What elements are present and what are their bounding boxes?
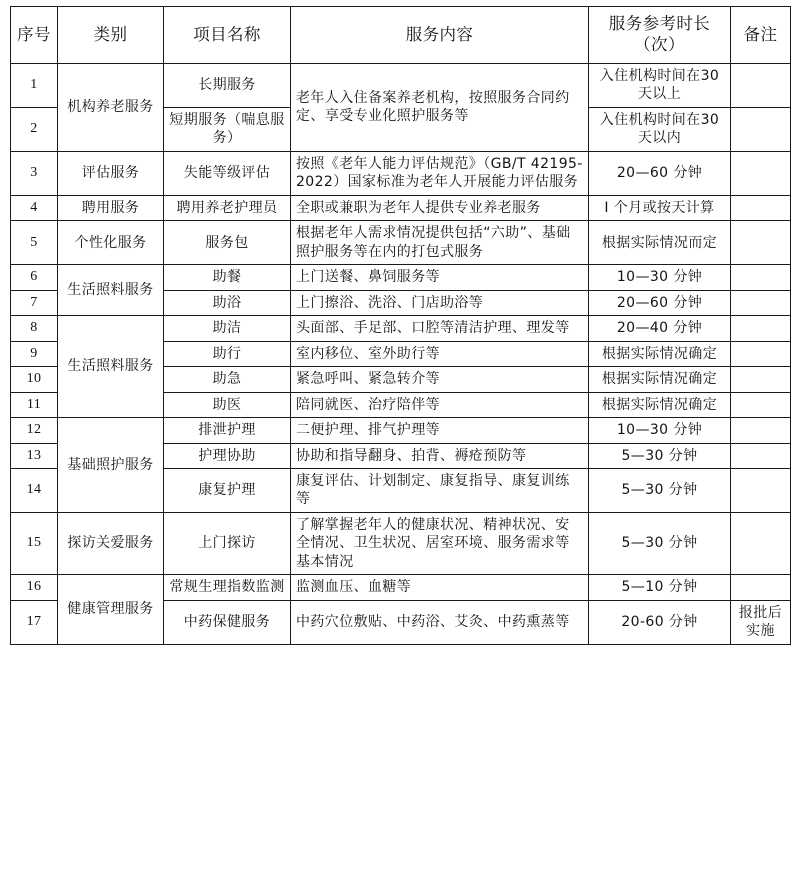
cell-remarks [731, 151, 791, 195]
cell-remarks [731, 512, 791, 574]
column-header-content: 服务内容 [291, 7, 589, 64]
cell-remarks [731, 392, 791, 417]
table-body [11, 64, 791, 645]
cell-item-name: 失能等级评估 [164, 151, 291, 195]
cell-sequence-number: 15 [11, 512, 58, 574]
cell-remarks [731, 575, 791, 600]
cell-service-content: 陪同就医、治疗陪伴等 [291, 392, 589, 417]
cell-duration: 5—30 分钟 [589, 512, 731, 574]
cell-item-name: 服务包 [164, 221, 291, 265]
cell-service-content: 全职或兼职为老年人提供专业养老服务 [291, 195, 589, 220]
cell-item-name: 护理协助 [164, 443, 291, 468]
cell-item-name: 助行 [164, 341, 291, 366]
cell-remarks [731, 316, 791, 341]
cell-duration: 根据实际情况确定 [589, 392, 731, 417]
cell-sequence-number: 11 [11, 392, 58, 417]
cell-sequence-number: 4 [11, 195, 58, 220]
cell-remarks [731, 367, 791, 392]
cell-sequence-number: 13 [11, 443, 58, 468]
cell-item-name: 康复护理 [164, 468, 291, 512]
cell-sequence-number: 14 [11, 468, 58, 512]
cell-service-content: 紧急呼叫、紧急转介等 [291, 367, 589, 392]
cell-duration: 入住机构时间在30天以内 [589, 107, 731, 151]
cell-item-name: 中药保健服务 [164, 600, 291, 644]
cell-category: 生活照料服务 [58, 316, 164, 418]
table-row [11, 64, 791, 108]
column-header-remarks: 备注 [731, 7, 791, 64]
cell-duration: 20—40 分钟 [589, 316, 731, 341]
cell-service-content: 中药穴位敷贴、中药浴、艾灸、中药熏蒸等 [291, 600, 589, 644]
cell-category: 个性化服务 [58, 221, 164, 265]
cell-item-name: 助医 [164, 392, 291, 417]
cell-remarks [731, 107, 791, 151]
column-header-seq: 序号 [11, 7, 58, 64]
table-row [11, 575, 791, 600]
cell-service-content: 上门擦浴、洗浴、门店助浴等 [291, 290, 589, 315]
cell-item-name: 短期服务（喘息服务） [164, 107, 291, 151]
cell-remarks [731, 290, 791, 315]
cell-remarks [731, 64, 791, 108]
cell-service-content: 康复评估、计划制定、康复指导、康复训练等 [291, 468, 589, 512]
cell-category: 生活照料服务 [58, 265, 164, 316]
service-table [10, 6, 791, 645]
cell-sequence-number: 9 [11, 341, 58, 366]
cell-service-content: 室内移位、室外助行等 [291, 341, 589, 366]
table-row [11, 221, 791, 265]
cell-duration: 20—60 分钟 [589, 151, 731, 195]
cell-item-name: 聘用养老护理员 [164, 195, 291, 220]
cell-remarks [731, 221, 791, 265]
cell-category: 聘用服务 [58, 195, 164, 220]
cell-service-content: 上门送餐、鼻饲服务等 [291, 265, 589, 290]
cell-category: 评估服务 [58, 151, 164, 195]
cell-duration: 20—60 分钟 [589, 290, 731, 315]
table-header [11, 7, 791, 64]
table-row [11, 512, 791, 574]
cell-category: 机构养老服务 [58, 64, 164, 152]
cell-sequence-number: 7 [11, 290, 58, 315]
cell-category: 探访关爱服务 [58, 512, 164, 574]
cell-item-name: 长期服务 [164, 64, 291, 108]
cell-duration: 根据实际情况确定 [589, 341, 731, 366]
column-header-duration-line1: 服务参考时长 [608, 14, 711, 34]
cell-service-content: 协助和指导翻身、拍背、褥疮预防等 [291, 443, 589, 468]
cell-item-name: 上门探访 [164, 512, 291, 574]
column-header-item: 项目名称 [164, 7, 291, 64]
cell-sequence-number: 10 [11, 367, 58, 392]
cell-duration: I 个月或按天计算 [589, 195, 731, 220]
cell-sequence-number: 6 [11, 265, 58, 290]
cell-remarks [731, 341, 791, 366]
cell-service-content: 监测血压、血糖等 [291, 575, 589, 600]
table-row [11, 151, 791, 195]
cell-sequence-number: 12 [11, 418, 58, 443]
cell-service-content: 二便护理、排气护理等 [291, 418, 589, 443]
cell-sequence-number: 1 [11, 64, 58, 108]
cell-duration: 20-60 分钟 [589, 600, 731, 644]
column-header-duration-line2: （次） [634, 35, 685, 54]
cell-duration: 10—30 分钟 [589, 418, 731, 443]
column-header-duration [589, 7, 731, 64]
cell-item-name: 常规生理指数监测 [164, 575, 291, 600]
cell-item-name: 排泄护理 [164, 418, 291, 443]
cell-duration: 入住机构时间在30天以上 [589, 64, 731, 108]
cell-duration: 10—30 分钟 [589, 265, 731, 290]
cell-service-content: 头面部、手足部、口腔等清洁护理、理发等 [291, 316, 589, 341]
cell-service-content: 了解掌握老年人的健康状况、精神状况、安全情况、卫生状况、居室环境、服务需求等基本情况 [291, 512, 589, 574]
cell-duration: 根据实际情况而定 [589, 221, 731, 265]
table-row [11, 195, 791, 220]
cell-sequence-number: 16 [11, 575, 58, 600]
cell-service-content: 按照《老年人能力评估规范》（GB/T 42195-2022）国家标准为老年人开展能力评估服务 [291, 151, 589, 195]
cell-service-content: 根据老年人需求情况提供包括“六助”、基础照护服务等在内的打包式服务 [291, 221, 589, 265]
header-row [11, 7, 791, 64]
cell-category: 基础照护服务 [58, 418, 164, 513]
cell-item-name: 助浴 [164, 290, 291, 315]
cell-duration: 5—30 分钟 [589, 443, 731, 468]
cell-remarks [731, 195, 791, 220]
cell-sequence-number: 2 [11, 107, 58, 151]
cell-duration: 根据实际情况确定 [589, 367, 731, 392]
cell-duration: 5—30 分钟 [589, 468, 731, 512]
table-row [11, 418, 791, 443]
cell-remarks [731, 443, 791, 468]
cell-sequence-number: 3 [11, 151, 58, 195]
cell-item-name: 助洁 [164, 316, 291, 341]
cell-item-name: 助餐 [164, 265, 291, 290]
cell-service-content: 老年人入住备案养老机构，按照服务合同约定、享受专业化照护服务等 [291, 64, 589, 152]
cell-remarks [731, 418, 791, 443]
cell-category: 健康管理服务 [58, 575, 164, 644]
column-header-category: 类别 [58, 7, 164, 64]
cell-sequence-number: 8 [11, 316, 58, 341]
cell-duration: 5—10 分钟 [589, 575, 731, 600]
cell-remarks: 报批后实施 [731, 600, 791, 644]
cell-item-name: 助急 [164, 367, 291, 392]
table-row [11, 316, 791, 341]
cell-remarks [731, 468, 791, 512]
table-row [11, 265, 791, 290]
cell-sequence-number: 5 [11, 221, 58, 265]
cell-sequence-number: 17 [11, 600, 58, 644]
cell-remarks [731, 265, 791, 290]
